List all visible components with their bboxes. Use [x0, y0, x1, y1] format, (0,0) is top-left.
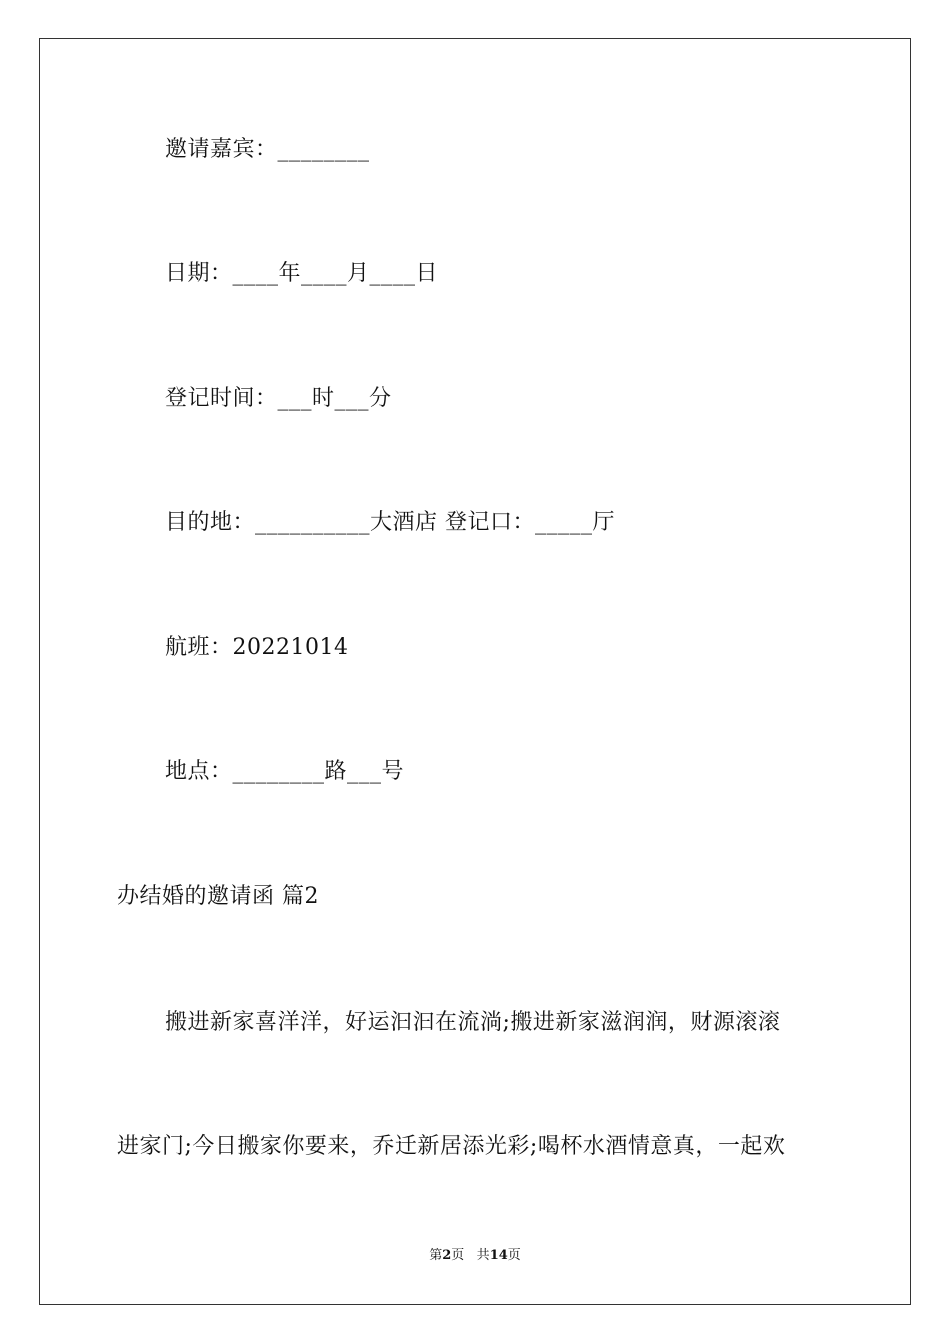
footer-page-number: 2	[442, 1248, 452, 1263]
checkin-time-line: 登记时间：___时___分	[165, 386, 392, 411]
footer-total-prefix: 共	[476, 1248, 490, 1263]
footer-page-prefix: 第	[429, 1248, 443, 1263]
date-line: 日期：____年____月____日	[165, 261, 439, 286]
page-border	[39, 38, 911, 1305]
page-footer	[0, 1247, 950, 1265]
footer-page-suffix: 页	[451, 1248, 465, 1263]
paragraph-line: 搬进新家喜洋洋，好运汩汩在流淌;搬进新家滋润润，财源滚滚	[165, 1010, 781, 1035]
flight-line: 航班：20221014	[165, 635, 349, 660]
footer-total-pages: 14	[489, 1248, 508, 1263]
footer-total-suffix: 页	[507, 1248, 521, 1263]
paragraph-line: 进家门;今日搬家你要来，乔迁新居添光彩;喝杯水酒情意真，一起欢	[117, 1134, 786, 1159]
section-heading: 办结婚的邀请函 篇2	[117, 884, 319, 909]
destination-line: 目的地：__________大酒店 登记口：_____厅	[165, 510, 615, 535]
location-line: 地点：________路___号	[165, 759, 405, 784]
invited-guest-line: 邀请嘉宾：________	[165, 137, 370, 162]
